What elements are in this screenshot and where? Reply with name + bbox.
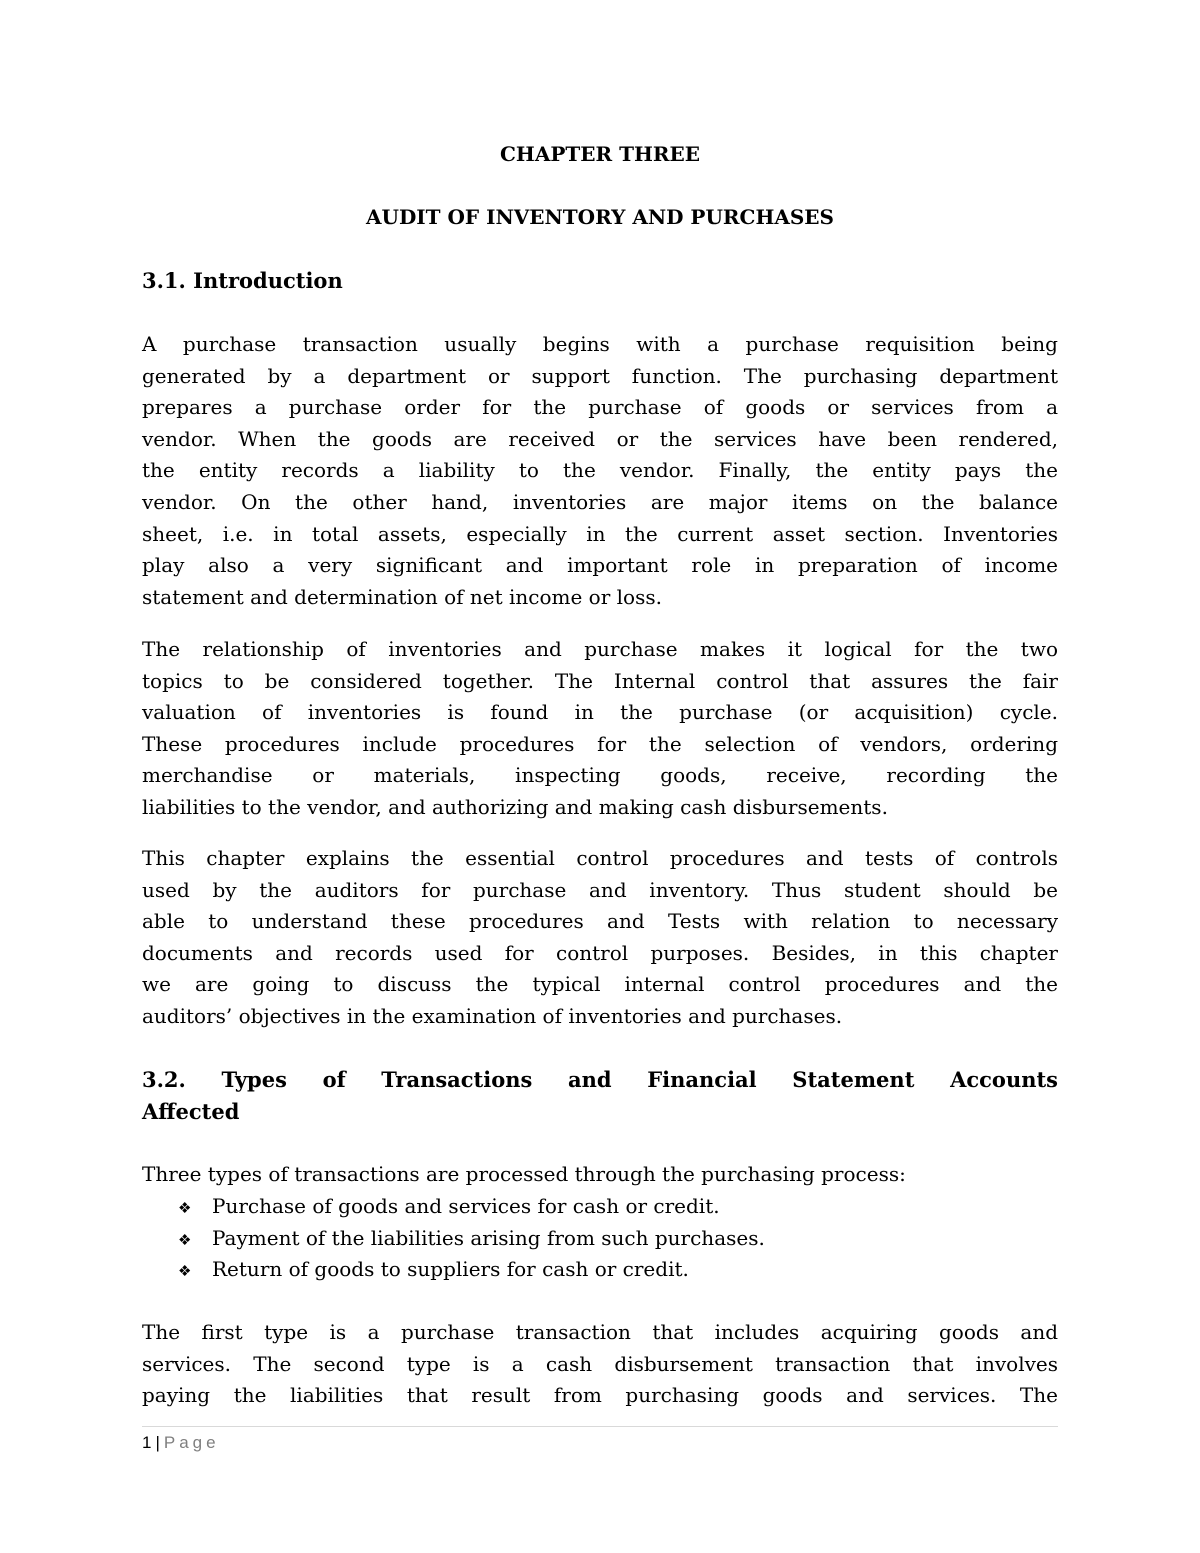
- page-number: 1: [142, 1433, 152, 1452]
- text-line: documents and records used for control purposes. Besides, in this chapter: [142, 940, 1058, 965]
- section-heading-types: [142, 1064, 1058, 1127]
- types-intro: [142, 1159, 1058, 1191]
- list-item: [142, 1191, 765, 1223]
- text-line: generated by a department or support function. The purchasing department: [142, 363, 1058, 388]
- text-line: merchandise or materials, inspecting goods, receive, recording the: [142, 763, 1058, 788]
- chapter-title: CHAPTER THREE: [500, 142, 700, 166]
- heading-line: Affected: [142, 1098, 240, 1124]
- text-line: services. The second type is a cash disbursement transaction that involves: [142, 1351, 1058, 1376]
- diamond-bullet-icon: ❖: [178, 1230, 192, 1249]
- text-line: The relationship of inventories and purchase makes it logical for the two: [142, 637, 1058, 661]
- text-line: liabilities to the vendor, and authorizing and making cash disbursements.: [142, 794, 888, 819]
- paragraph-4: [142, 1317, 1058, 1412]
- list-item-text: Return of goods to suppliers for cash or credit.: [212, 1257, 689, 1282]
- text-line: the entity records a liability to the vendor. Finally, the entity pays the: [142, 458, 1058, 483]
- text-line: paying the liabilities that result from purchasing goods and services. The: [142, 1383, 1058, 1408]
- text-line: A purchase transaction usually begins with a purchase requisition being: [142, 332, 1058, 356]
- chapter-subtitle: AUDIT OF INVENTORY AND PURCHASES: [366, 205, 834, 229]
- section-heading-introduction: 3.1. Introduction: [142, 268, 343, 293]
- text-line: valuation of inventories is found in the purchase (or acquisition) cycle.: [142, 700, 1058, 725]
- text-line: auditors’ objectives in the examination of inventories and purchases.: [142, 1003, 843, 1028]
- text-line: This chapter explains the essential control procedures and tests of controls: [142, 846, 1058, 870]
- text-line: topics to be considered together. The Internal control that assures the fair: [142, 668, 1058, 693]
- paragraph-1: [142, 329, 1058, 613]
- heading-line: 3.2. Types of Transactions and Financial Statement Accounts: [142, 1067, 1058, 1092]
- list-item: [142, 1254, 765, 1286]
- text-line: play also a very significant and important role in preparation of income: [142, 553, 1058, 578]
- page-label: Page: [163, 1433, 220, 1452]
- page-footer: [142, 1433, 220, 1453]
- bullet-list: [142, 1191, 765, 1286]
- text-line: The first type is a purchase transaction that includes acquiring goods and: [142, 1320, 1058, 1344]
- diamond-bullet-icon: ❖: [178, 1199, 192, 1217]
- text-line: vendor. When the goods are received or the services have been rendered,: [142, 426, 1058, 451]
- text-line: used by the auditors for purchase and inventory. Thus student should be: [142, 877, 1058, 902]
- paragraph-2: [142, 634, 1058, 824]
- text-line: vendor. On the other hand, inventories are major items on the balance: [142, 489, 1058, 514]
- text-line: prepares a purchase order for the purchase of goods or services from a: [142, 395, 1058, 420]
- list-item-text: Purchase of goods and services for cash or credit.: [212, 1194, 720, 1218]
- text-line: we are going to discuss the typical internal control procedures and the: [142, 972, 1058, 997]
- text-line: able to understand these procedures and Tests with relation to necessary: [142, 909, 1058, 934]
- text-line: statement and determination of net income or loss.: [142, 584, 662, 609]
- list-item: [142, 1223, 765, 1255]
- text-line: sheet, i.e. in total assets, especially in the current asset section. Inventories: [142, 521, 1058, 546]
- footer-divider: [142, 1426, 1058, 1427]
- paragraph-3: [142, 843, 1058, 1033]
- footer-separator: |: [155, 1433, 160, 1452]
- text-line: These procedures include procedures for the selection of vendors, ordering: [142, 731, 1058, 756]
- diamond-bullet-icon: ❖: [178, 1262, 192, 1281]
- intro-text: Three types of transactions are processed through the purchasing process:: [142, 1162, 906, 1186]
- list-item-text: Payment of the liabilities arising from such purchases.: [212, 1225, 765, 1250]
